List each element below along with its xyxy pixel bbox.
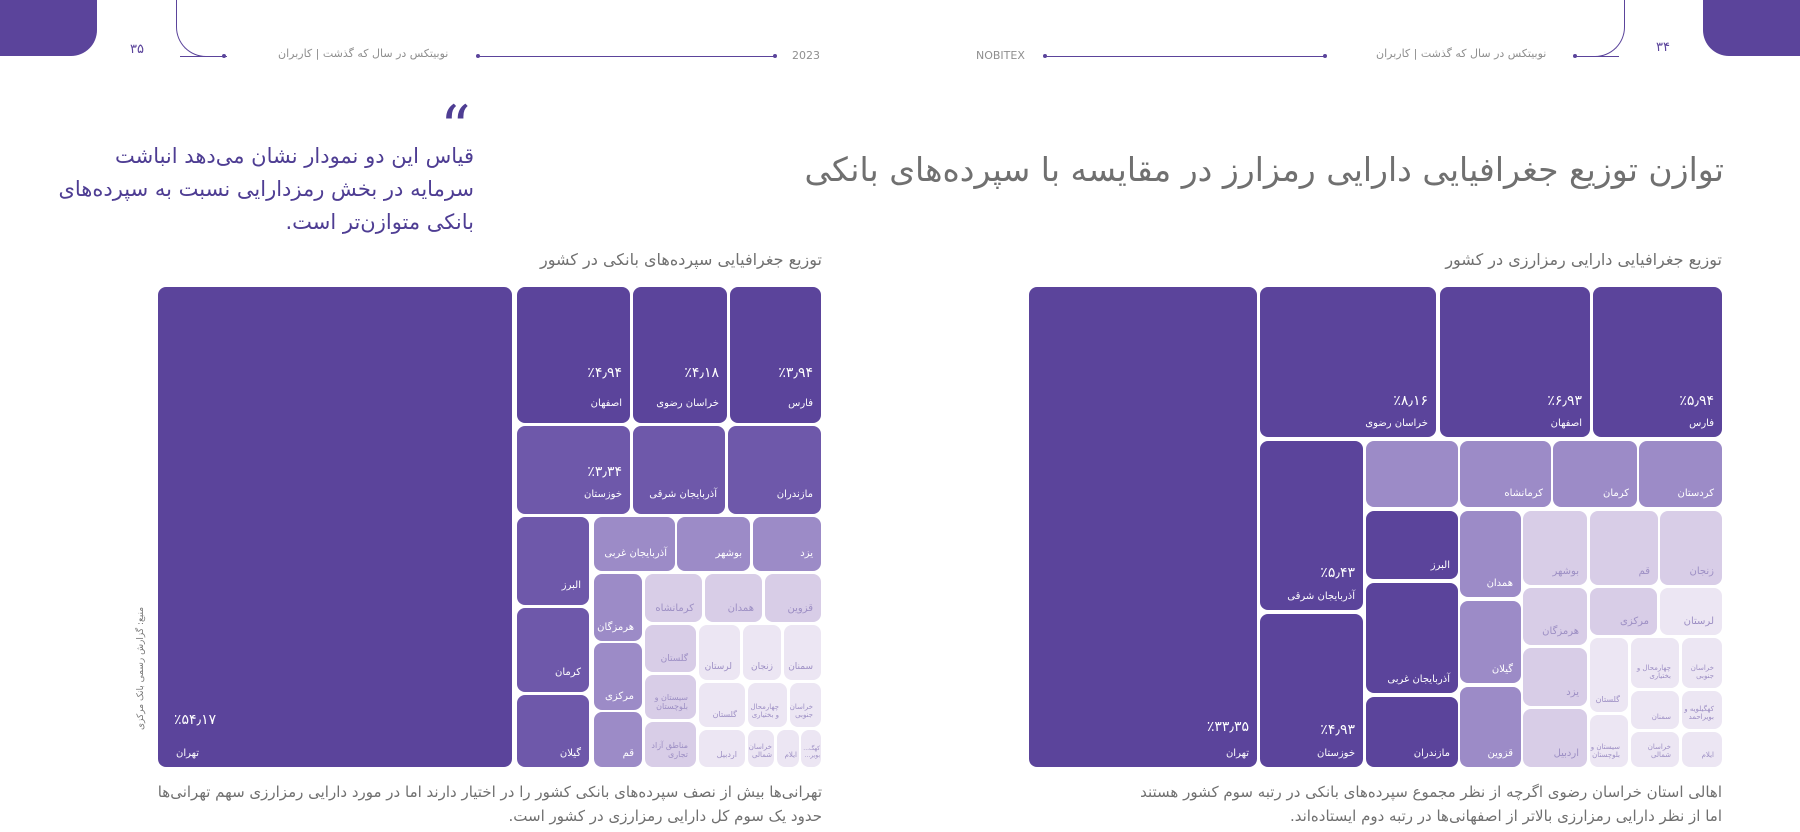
header-rule <box>478 56 775 57</box>
header-rule-dot <box>1323 54 1327 58</box>
cell-label: فارس <box>1689 418 1714 429</box>
treemap-cell <box>1523 648 1587 706</box>
chart-title-deposits: توزیع جغرافیایی سپرده‌های بانکی در کشور <box>540 250 822 269</box>
page-number-right: ۳۴ <box>1656 40 1670 55</box>
treemap-cell <box>594 712 642 767</box>
cell-label: ایلام <box>1701 751 1714 759</box>
treemap-cell <box>743 625 781 680</box>
cell-label: زنجان <box>1689 566 1714 577</box>
cell-label: کرمان <box>1602 488 1629 499</box>
treemap-cell <box>748 683 787 727</box>
cell-label: کرمانشاه <box>655 603 694 614</box>
cell-label: آذربایجان غربی <box>1387 674 1450 685</box>
cell-value: ٪۴٫۹۴ <box>587 365 622 381</box>
cell-label: مناطق آزاد تجاری <box>651 741 688 759</box>
cell-label: گلستان <box>660 654 688 664</box>
cell-value: ٪۳٫۳۴ <box>587 464 622 480</box>
cell-label: همدان <box>1486 578 1513 589</box>
treemap-cell <box>1366 583 1458 693</box>
treemap-cell <box>1590 638 1628 712</box>
treemap-cell <box>1460 511 1521 597</box>
cell-label: زنجان <box>750 662 773 672</box>
cell-label: قزوین <box>787 603 813 614</box>
treemap-cell <box>517 287 630 423</box>
pull-quote: قیاس این دو نمودار نشان می‌دهد انباشت سرمایه در بخش رمزدارایی نسبت به سپرده‌های بانکی متوازن‌تر است. <box>58 144 474 234</box>
cell-label: قم <box>1638 566 1650 577</box>
treemap-cell <box>594 574 642 641</box>
cell-label: کردستان <box>1677 488 1714 499</box>
treemap-cell <box>1553 441 1637 507</box>
brand-label: NOBITEX <box>976 49 1025 62</box>
cell-label: اصفهان <box>1550 418 1582 429</box>
quote-mark: “ <box>440 93 471 163</box>
cell-value: ٪۴٫۹۳ <box>1320 722 1355 738</box>
treemap-cell <box>645 722 696 767</box>
treemap-cell <box>1460 441 1551 507</box>
treemap-cell <box>1523 588 1587 645</box>
cell-value: ٪۶٫۹۳ <box>1547 393 1582 409</box>
cell-label: چهارمحال و بختیاری <box>1636 664 1671 680</box>
chart-title-crypto: توزیع جغرافیایی دارایی رمزارزی در کشور <box>1445 250 1722 269</box>
treemap-cell <box>699 730 745 767</box>
cell-label: سیستان و بلوچستان <box>1590 743 1620 759</box>
treemap-cell <box>730 287 821 423</box>
treemap-cell <box>1660 588 1722 635</box>
treemap-cell <box>1366 697 1458 767</box>
treemap-cell <box>1523 511 1587 585</box>
running-title-left: نوبیتکس در سال که گذشت | کاربران <box>278 47 449 60</box>
cell-label: هرمزگان <box>1542 626 1579 637</box>
cell-value: ٪۵٫۹۴ <box>1679 393 1714 409</box>
cell-label: چهارمحال و بختیاری <box>750 703 779 719</box>
treemap-cell <box>1631 691 1679 729</box>
treemap-cell <box>748 730 774 767</box>
cell-label: خراسان جنوبی <box>790 703 813 719</box>
treemap-cell <box>753 517 821 571</box>
cell-label: سمنان <box>1651 713 1671 721</box>
cell-label: قزوین <box>1487 748 1513 759</box>
year-label: 2023 <box>792 49 820 62</box>
treemap-cell <box>1440 287 1590 437</box>
corner-tab-right <box>1703 0 1800 56</box>
cell-label: بوشهر <box>715 548 742 559</box>
body-paragraph <box>122 780 822 828</box>
cell-label: یزد <box>800 548 813 559</box>
cell-label: آذربایجان شرقی <box>1287 591 1355 602</box>
cell-label: ایلام <box>784 751 797 759</box>
treemap-cell <box>1593 287 1722 437</box>
header-rule <box>1045 56 1325 57</box>
cell-label: مازندران <box>1413 748 1450 759</box>
cell-label: اردبیل <box>1553 748 1579 759</box>
treemap-cell <box>158 287 512 767</box>
cell-label: کهگیلویه و بویراحمد <box>1684 705 1714 721</box>
cell-label: اصفهان <box>590 398 622 409</box>
header-rule-dot <box>1043 54 1047 58</box>
cell-label: گیلان <box>1491 664 1513 675</box>
cell-value: ٪۳۳٫۳۵ <box>1206 719 1249 735</box>
treemap-cell <box>1590 588 1657 635</box>
cell-label: کهگ... بویر... <box>803 745 820 759</box>
treemap-cell <box>1682 732 1722 767</box>
cell-label: بوشهر <box>1552 566 1579 577</box>
cell-label: فارس <box>788 398 813 409</box>
treemap-cell <box>1682 691 1722 729</box>
treemap-cell <box>1460 601 1521 683</box>
cell-label: لرستان <box>704 662 732 672</box>
cell-label: سیستان و بلوچستان <box>654 693 688 711</box>
cell-label: خراسان شمالی <box>748 743 772 759</box>
treemap-cell <box>645 675 696 719</box>
source-note: منبع: گزارش رسمی بانک مرکزی <box>136 606 146 730</box>
treemap-cell <box>1590 511 1658 585</box>
treemap-cell <box>699 625 740 680</box>
treemap-cell <box>594 517 675 571</box>
cell-value: ٪۴٫۱۸ <box>684 365 719 381</box>
cell-value: ٪۵۴٫۱۷ <box>174 712 217 728</box>
cell-label: قم <box>622 748 634 759</box>
treemap-cell <box>594 643 642 710</box>
treemap-cell <box>517 608 589 692</box>
treemap-cell <box>1260 614 1363 767</box>
cell-value: ٪۵٫۴۳ <box>1320 565 1355 581</box>
treemap-cell <box>765 574 821 622</box>
treemap-cell <box>645 574 702 622</box>
treemap-cell <box>1366 441 1458 507</box>
cell-label: گلستان <box>712 710 737 719</box>
cell-label: مازندران <box>776 489 813 500</box>
treemap-cell <box>517 517 589 605</box>
treemap-cell <box>801 730 821 767</box>
treemap-cell <box>1029 287 1257 767</box>
cell-label: آذربایجان شرقی <box>649 489 717 500</box>
header-rule-dot <box>1573 54 1577 58</box>
treemap-cell <box>633 426 725 514</box>
treemap-cell <box>633 287 727 423</box>
treemap-cell <box>1366 511 1458 579</box>
treemap-cell <box>728 426 821 514</box>
page-number-left: ۳۵ <box>130 42 144 57</box>
paragraph-line: اما از نظر دارایی رمزارزی بالاتر از اصفهانی‌ها در رتبه دوم ایستاده‌اند. <box>1289 807 1722 825</box>
paragraph-line: اهالی استان خراسان رضوی اگرچه از نظر مجموع سپرده‌های بانکی در رتبه سوم کشور هستند <box>1140 783 1722 801</box>
header-bracket-left <box>176 0 227 57</box>
treemap-cell <box>777 730 799 767</box>
treemap-cell <box>1660 511 1722 585</box>
treemap-cell <box>1590 715 1628 767</box>
cell-label: تهران <box>176 748 200 759</box>
cell-label: سمنان <box>788 662 813 672</box>
header-rule-dot <box>773 54 777 58</box>
cell-label: کرمانشاه <box>1504 488 1543 499</box>
cell-label: گلستان <box>1595 695 1620 704</box>
cell-label: مرکزی <box>1620 616 1649 627</box>
cell-label: آذربایجان غربی <box>604 548 667 559</box>
cell-label: یزد <box>1566 687 1579 698</box>
running-title-right: نوبیتکس در سال که گذشت | کاربران <box>1376 47 1547 60</box>
header-bracket-right <box>1574 0 1625 57</box>
cell-label: تهران <box>1225 748 1249 759</box>
treemap-cell <box>1260 287 1436 437</box>
header-rule-dot <box>476 54 480 58</box>
cell-value: ٪۳٫۹۴ <box>778 365 813 381</box>
treemap-cell <box>784 625 821 680</box>
cell-label: مرکزی <box>605 691 634 702</box>
header-rule-dot <box>222 54 226 58</box>
treemap-cell <box>1639 441 1722 507</box>
treemap-cell <box>1523 709 1587 767</box>
page-title: توازن توزیع جغرافیایی دارایی رمزارز در مقایسه با سپرده‌های بانکی <box>804 150 1724 189</box>
treemap-cell <box>677 517 750 571</box>
header-rule <box>180 56 224 57</box>
treemap-cell <box>1631 638 1679 688</box>
treemap-cell <box>517 695 589 767</box>
paragraph-line: تهرانی‌ها بیش از نصف سپرده‌های بانکی کشور را در اختیار دارند اما در مورد دارایی رمزارزی سهم تهرانی‌ها <box>157 783 822 801</box>
cell-value: ٪۸٫۱۶ <box>1393 393 1428 409</box>
cell-label: خراسان جنوبی <box>1690 664 1714 680</box>
body-paragraph <box>962 780 1722 828</box>
treemap-cell <box>517 426 630 514</box>
cell-label: خراسان رضوی <box>656 398 719 409</box>
header-rule <box>1575 56 1619 57</box>
treemap-cell <box>1260 441 1363 610</box>
treemap-cell <box>645 625 696 672</box>
cell-label: البرز <box>1430 560 1450 571</box>
cell-label: خوزستان <box>1317 748 1355 759</box>
cell-label: خراسان شمالی <box>1647 743 1671 759</box>
cell-label: اردبیل <box>716 750 737 759</box>
corner-tab-left <box>0 0 97 56</box>
treemap-cell <box>1682 638 1722 688</box>
treemap-cell <box>699 683 745 727</box>
treemap-cell <box>1460 687 1521 767</box>
cell-label: هرمزگان <box>597 622 634 633</box>
cell-label: لرستان <box>1683 616 1714 627</box>
cell-label: همدان <box>727 603 754 614</box>
cell-label: خراسان رضوی <box>1365 418 1428 429</box>
cell-label: کرمان <box>554 667 581 678</box>
treemap-cell <box>790 683 821 727</box>
paragraph-line: حدود یک سوم کل دارایی رمزارزی در کشور است. <box>508 807 822 825</box>
treemap-cell <box>705 574 762 622</box>
treemap-cell <box>1631 732 1679 767</box>
cell-label: خوزستان <box>584 489 622 500</box>
cell-label: گیلان <box>559 748 581 759</box>
cell-label: البرز <box>561 580 581 591</box>
